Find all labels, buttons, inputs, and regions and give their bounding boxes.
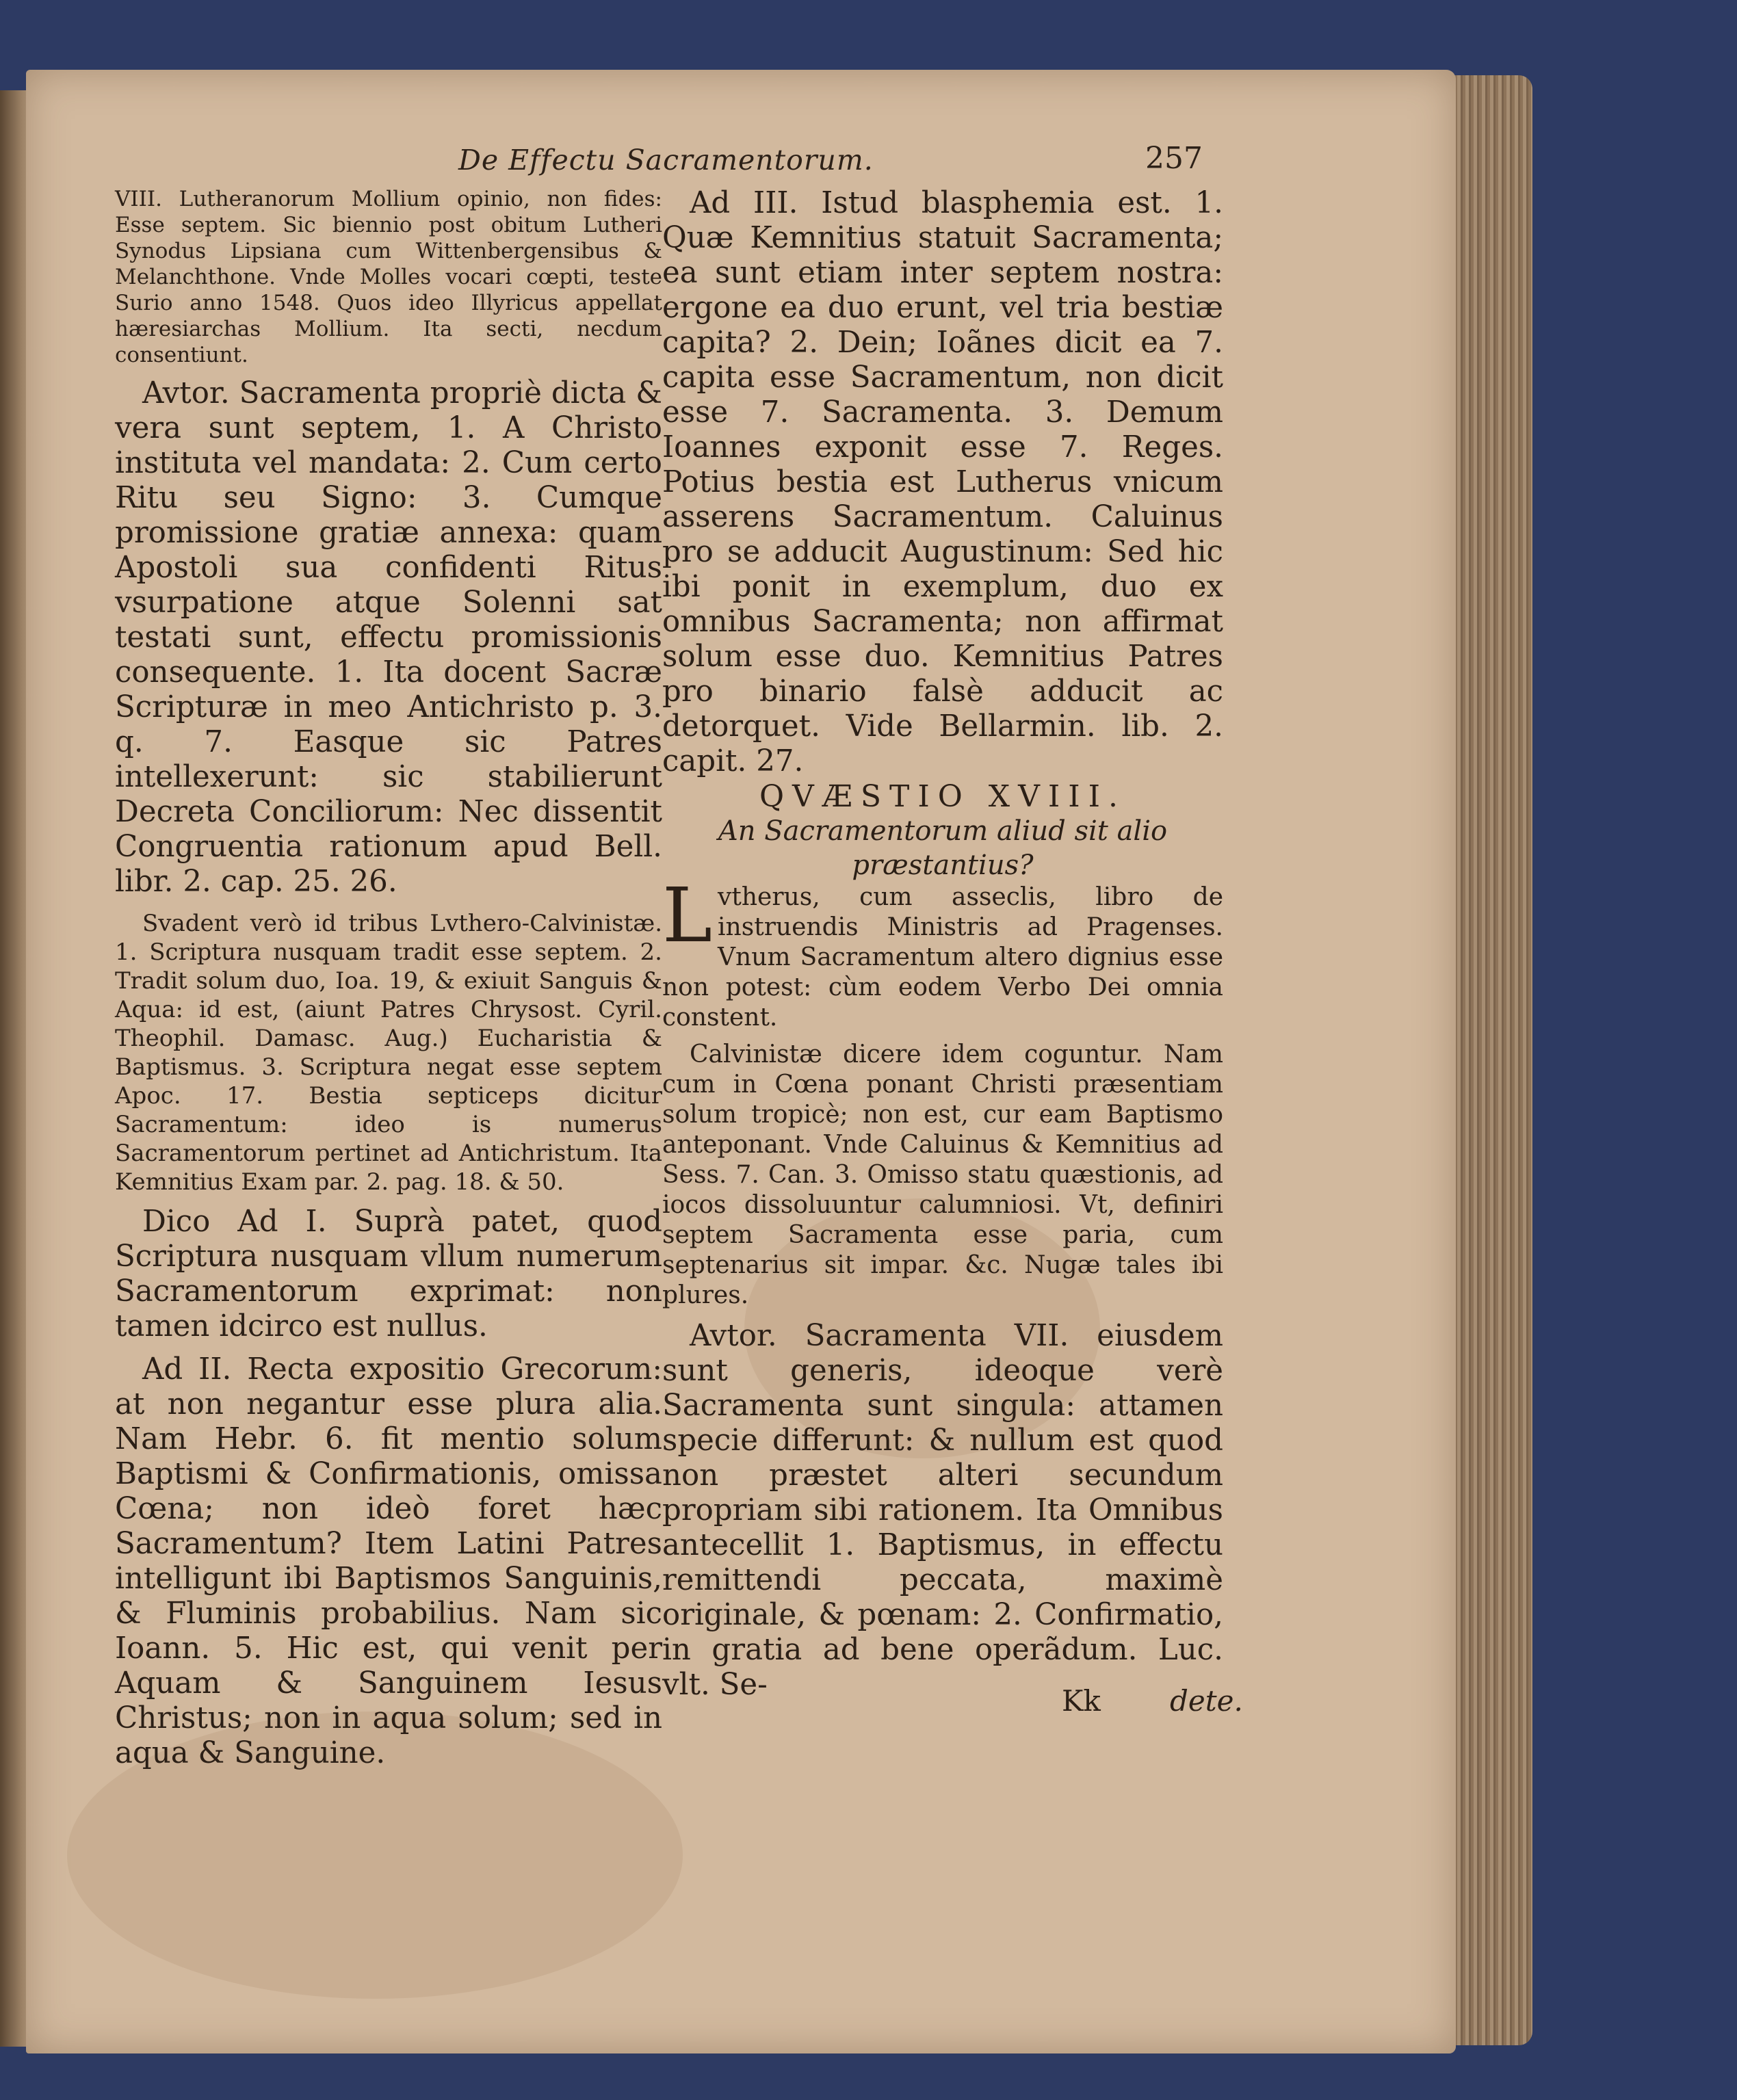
paragraph-avtor-2: Avtor. Sacramenta VII. eiusdem sunt generis, ideoque verè Sacramenta sunt singula: attamen specie differunt: & nullum est quod non præstet alteri secundum propriam sibi rationem. Ita Omnibus antecellit 1. Baptismus, in effectu remittendi peccata, maximè originale, & pœnam: 2. Confirmatio, in gratia ad bene operãdum. Luc. vlt. Se- xyxy=(662,1319,1223,1702)
catchword: dete. xyxy=(1170,1684,1243,1718)
paragraph-ad-iii: Ad III. Istud blasphemia est. 1. Quæ Kemnitius statuit Sacramenta; ea sunt etiam inter septem nostra: ergone ea duo erunt, vel tria bestiæ capita? 2. Dein; Ioãnes dicit ea 7. capita esse Sacramentum, non dicit esse 7. Sacramenta. 3. Demum Ioannes exponit esse 7. Reges. Potius bestia est Lutherus vnicum asserens Sacramentum. Caluinus pro se adducit Augustinum: Sed hic ibi ponit in exemplum, duo ex omnibus Sacramenta; non affirmat solum esse duo. Kemnitius Patres pro binario falsè adducit ac detorquet. Vide Bellarmin. lib. 2. capit. 27. xyxy=(662,186,1223,778)
quaestio-heading: QVÆSTIO XVIII. xyxy=(759,779,1127,814)
left-column xyxy=(115,186,662,1770)
subtitle-line-2: præstantius? xyxy=(852,850,1034,881)
paragraph-lvtherus-text: vtherus, cum asseclis, libro de instruendis Ministris ad Pragenses. Vnum Sacramentum altero dignius esse non potest: cùm eodem Verbo Dei omnia constent. xyxy=(662,883,1223,1032)
running-head: De Effectu Sacramentorum. xyxy=(458,144,874,176)
paragraph-dico: Dico Ad I. Suprà patet, quod Scriptura nusquam vllum numerum Sacramentorum exprimat: non tamen idcirco est nullus. xyxy=(115,1205,662,1343)
marginal-note: VIII. Lutheranorum Mollium opinio, non fides: Esse septem. Sic biennio post obitum Lutheri Synodus Lipsiana cum Wittenbergensibus & Melanchthone. Vnde Molles vocari cœpti, teste Surio anno 1548. Quos ideo Illyricus appellat hæresiarchas Mollium. Ita secti, necdum consentiunt. xyxy=(115,187,662,367)
page-number: 257 xyxy=(1145,141,1203,176)
paragraph-lvtherus xyxy=(662,871,1223,1033)
paragraph-avtor: Avtor. Sacramenta propriè dicta & vera sunt septem, 1. A Christo instituta vel mandata: 2. Cum certo Ritu seu Signo: 3. Cumque promissione gratiæ annexa: quam Apostoli sua confidenti Ritus vsurpatione atque Solenni sat testati sunt, effectu promissionis consequente. 1. Ita docent Sacræ Scripturæ in meo Antichristo p. 3. q. 7. Easque sic Patres intellexerunt: sic stabilierunt Decreta Conciliorum: Nec dissentit Congruentia rationum apud Bell. libr. 2. cap. 25. 26. xyxy=(115,376,662,899)
signature-mark: Kk xyxy=(1062,1684,1101,1718)
paragraph-ad-ii: Ad II. Recta expositio Grecorum: at non negantur esse plura alia. Nam Hebr. 6. fit mentio solum Baptismi & Confirmationis, omissa Cœna; non ideò foret hæc Sacramentum? Item Latini Patres intelligunt ibi Baptismos Sanguinis, & Fluminis probabilius. Nam sic Ioann. 5. Hic est, qui venit per Aquam & Sanguinem Iesus Christus; non in aqua solum; sed in aqua & Sanguine. xyxy=(115,1352,662,1770)
drop-cap: L xyxy=(662,871,713,959)
quaestio-subtitle xyxy=(662,814,1223,882)
subtitle-line-1: An Sacramentorum aliud sit alio xyxy=(718,815,1168,847)
paragraph-calvinistae: Calvinistæ dicere idem coguntur. Nam cum in Cœna ponant Christi præsentiam solum tropicè; non est, cur eam Baptismo anteponant. Vnde Caluinus & Kemnitius ad Sess. 7. Can. 3. Omisso statu quæstionis, ad iocos dissoluuntur calumniosi. Vt, definiri septem Sacramenta esse paria, cum septenarius sit impar. &c. Nugæ tales ibi plures. xyxy=(662,1040,1223,1309)
paragraph-svadent: Svadent verò id tribus Lvthero-Calvinistæ. 1. Scriptura nusquam tradit esse septem. 2. Tradit solum duo, Ioa. 19, & exiuit Sanguis & Aqua: id est, (aiunt Patres Chrysost. Cyril. Theophil. Damasc. Aug.) Eucharistia & Baptismus. 3. Scriptura negat esse septem Apoc. 17. Bestia septiceps dicitur Sacramentum: ideo is numerus Sacramentorum pertinet ad Antichristum. Ita Kemnitius Exam par. 2. pag. 18. & 50. xyxy=(115,910,662,1196)
